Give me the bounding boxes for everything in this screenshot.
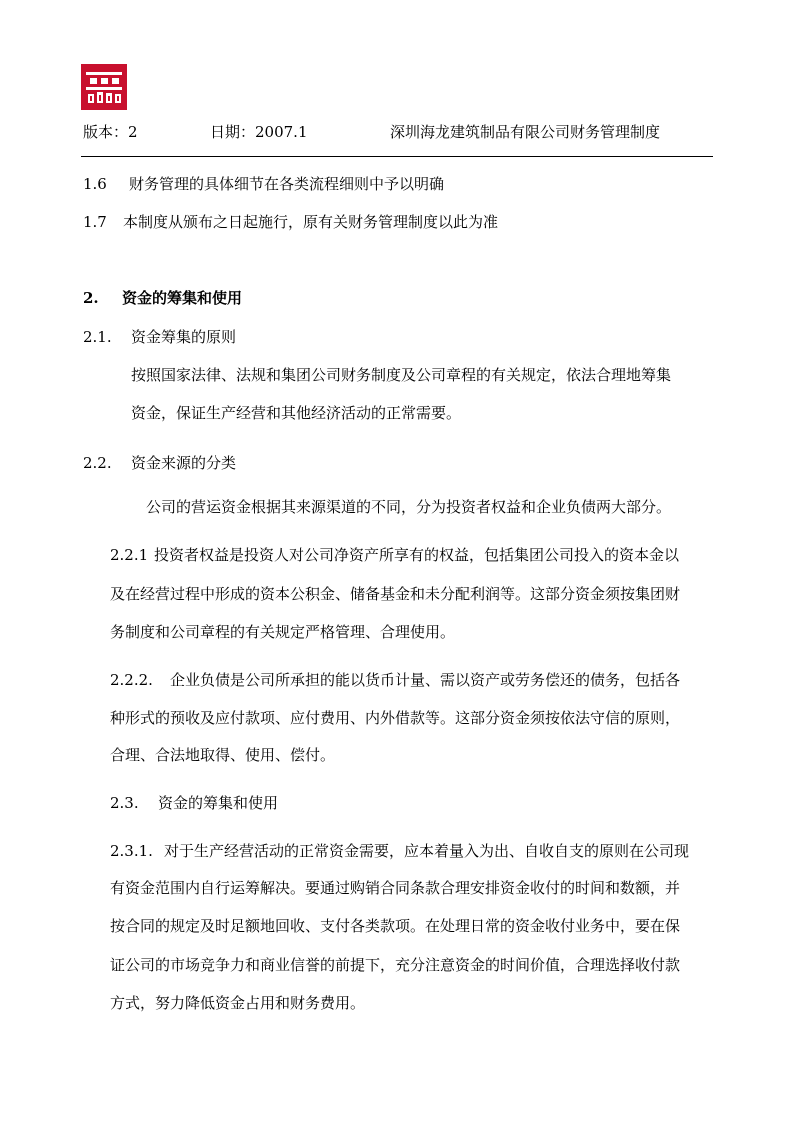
paragraph-line: 有资金范围内自行运筹解决。要通过购销合同条款合理安排资金收付的时间和数额，并 xyxy=(110,879,681,897)
paragraph-line: 证公司的市场竞争力和商业信誉的前提下，充分注意资金的时间价值，合理选择收付款 xyxy=(110,956,681,974)
clause-text: 本制度从颁布之日起施行，原有关财务管理制度以此为准 xyxy=(123,213,499,231)
clause-text: 企业负债是公司所承担的能以货币计量、需以资产或劳务偿还的债务，包括各 xyxy=(170,671,681,689)
paragraph-line: 按合同的规定及时足额地回收、支付各类款项。在处理日常的资金收付业务中，要在保 xyxy=(110,917,681,935)
section-2-heading xyxy=(83,286,713,310)
section-number: 2.1. xyxy=(83,328,112,346)
paragraph-line: 按照国家法律、法规和集团公司财务制度及公司章程的有关规定，依法合理地筹集 xyxy=(131,366,672,384)
date-label: 日期：2007.1 xyxy=(210,123,308,141)
section-title: 资金的筹集和使用 xyxy=(158,794,279,812)
paragraph-line: 种形式的预收及应付款项、应付费用、内外借款等。这部分资金须按依法守信的原则， xyxy=(110,709,681,727)
clause-number: 2.2.2. xyxy=(110,671,153,689)
paragraph-line: 方式，努力降低资金占用和财务费用。 xyxy=(110,994,366,1012)
clause-text: 投资者权益是投资人对公司净资产所享有的权益，包括集团公司投入的资本金以 xyxy=(154,546,680,564)
section-title: 资金的筹集和使用 xyxy=(122,289,243,307)
clause-text: 财务管理的具体细节在各类流程细则中予以明确 xyxy=(129,175,445,193)
clause-number: 1.7 xyxy=(83,213,107,231)
document-title: 深圳海龙建筑制品有限公司财务管理制度 xyxy=(390,123,661,141)
section-number: 2.3. xyxy=(110,794,139,812)
page-header xyxy=(83,120,713,144)
company-logo xyxy=(81,64,127,110)
section-2-3-heading xyxy=(110,791,710,815)
clause-number: 1.6 xyxy=(83,175,107,193)
paragraph-line: 务制度和公司章程的有关规定严格管理、合理使用。 xyxy=(110,623,456,641)
section-number: 2. xyxy=(83,289,99,307)
paragraph-line: 及在经营过程中形成的资本公积金、储备基金和未分配利润等。这部分资金须按集团财 xyxy=(110,585,681,603)
section-title: 资金来源的分类 xyxy=(131,454,237,472)
section-title: 资金筹集的原则 xyxy=(131,328,237,346)
paragraph-line: 合理、合法地取得、使用、偿付。 xyxy=(110,746,336,764)
section-number: 2.2. xyxy=(83,454,112,472)
paragraph-line: 公司的营运资金根据其来源渠道的不同，分为投资者权益和企业负债两大部分。 xyxy=(146,498,672,516)
clause-text: 对于生产经营活动的正常资金需要，应本着量入为出、自收自支的原则在公司现 xyxy=(164,842,690,860)
clause-number: 2.2.1 xyxy=(110,546,149,564)
header-divider xyxy=(81,156,713,157)
clause-1-7 xyxy=(83,210,713,234)
paragraph-line: 资金，保证生产经营和其他经济活动的正常需要。 xyxy=(131,404,462,422)
section-2-2-heading xyxy=(83,451,713,475)
version-label: 版本：2 xyxy=(83,123,138,141)
clause-number: 2.3.1. xyxy=(110,842,153,860)
clause-1-6 xyxy=(83,172,713,196)
section-2-1-heading xyxy=(83,325,713,349)
